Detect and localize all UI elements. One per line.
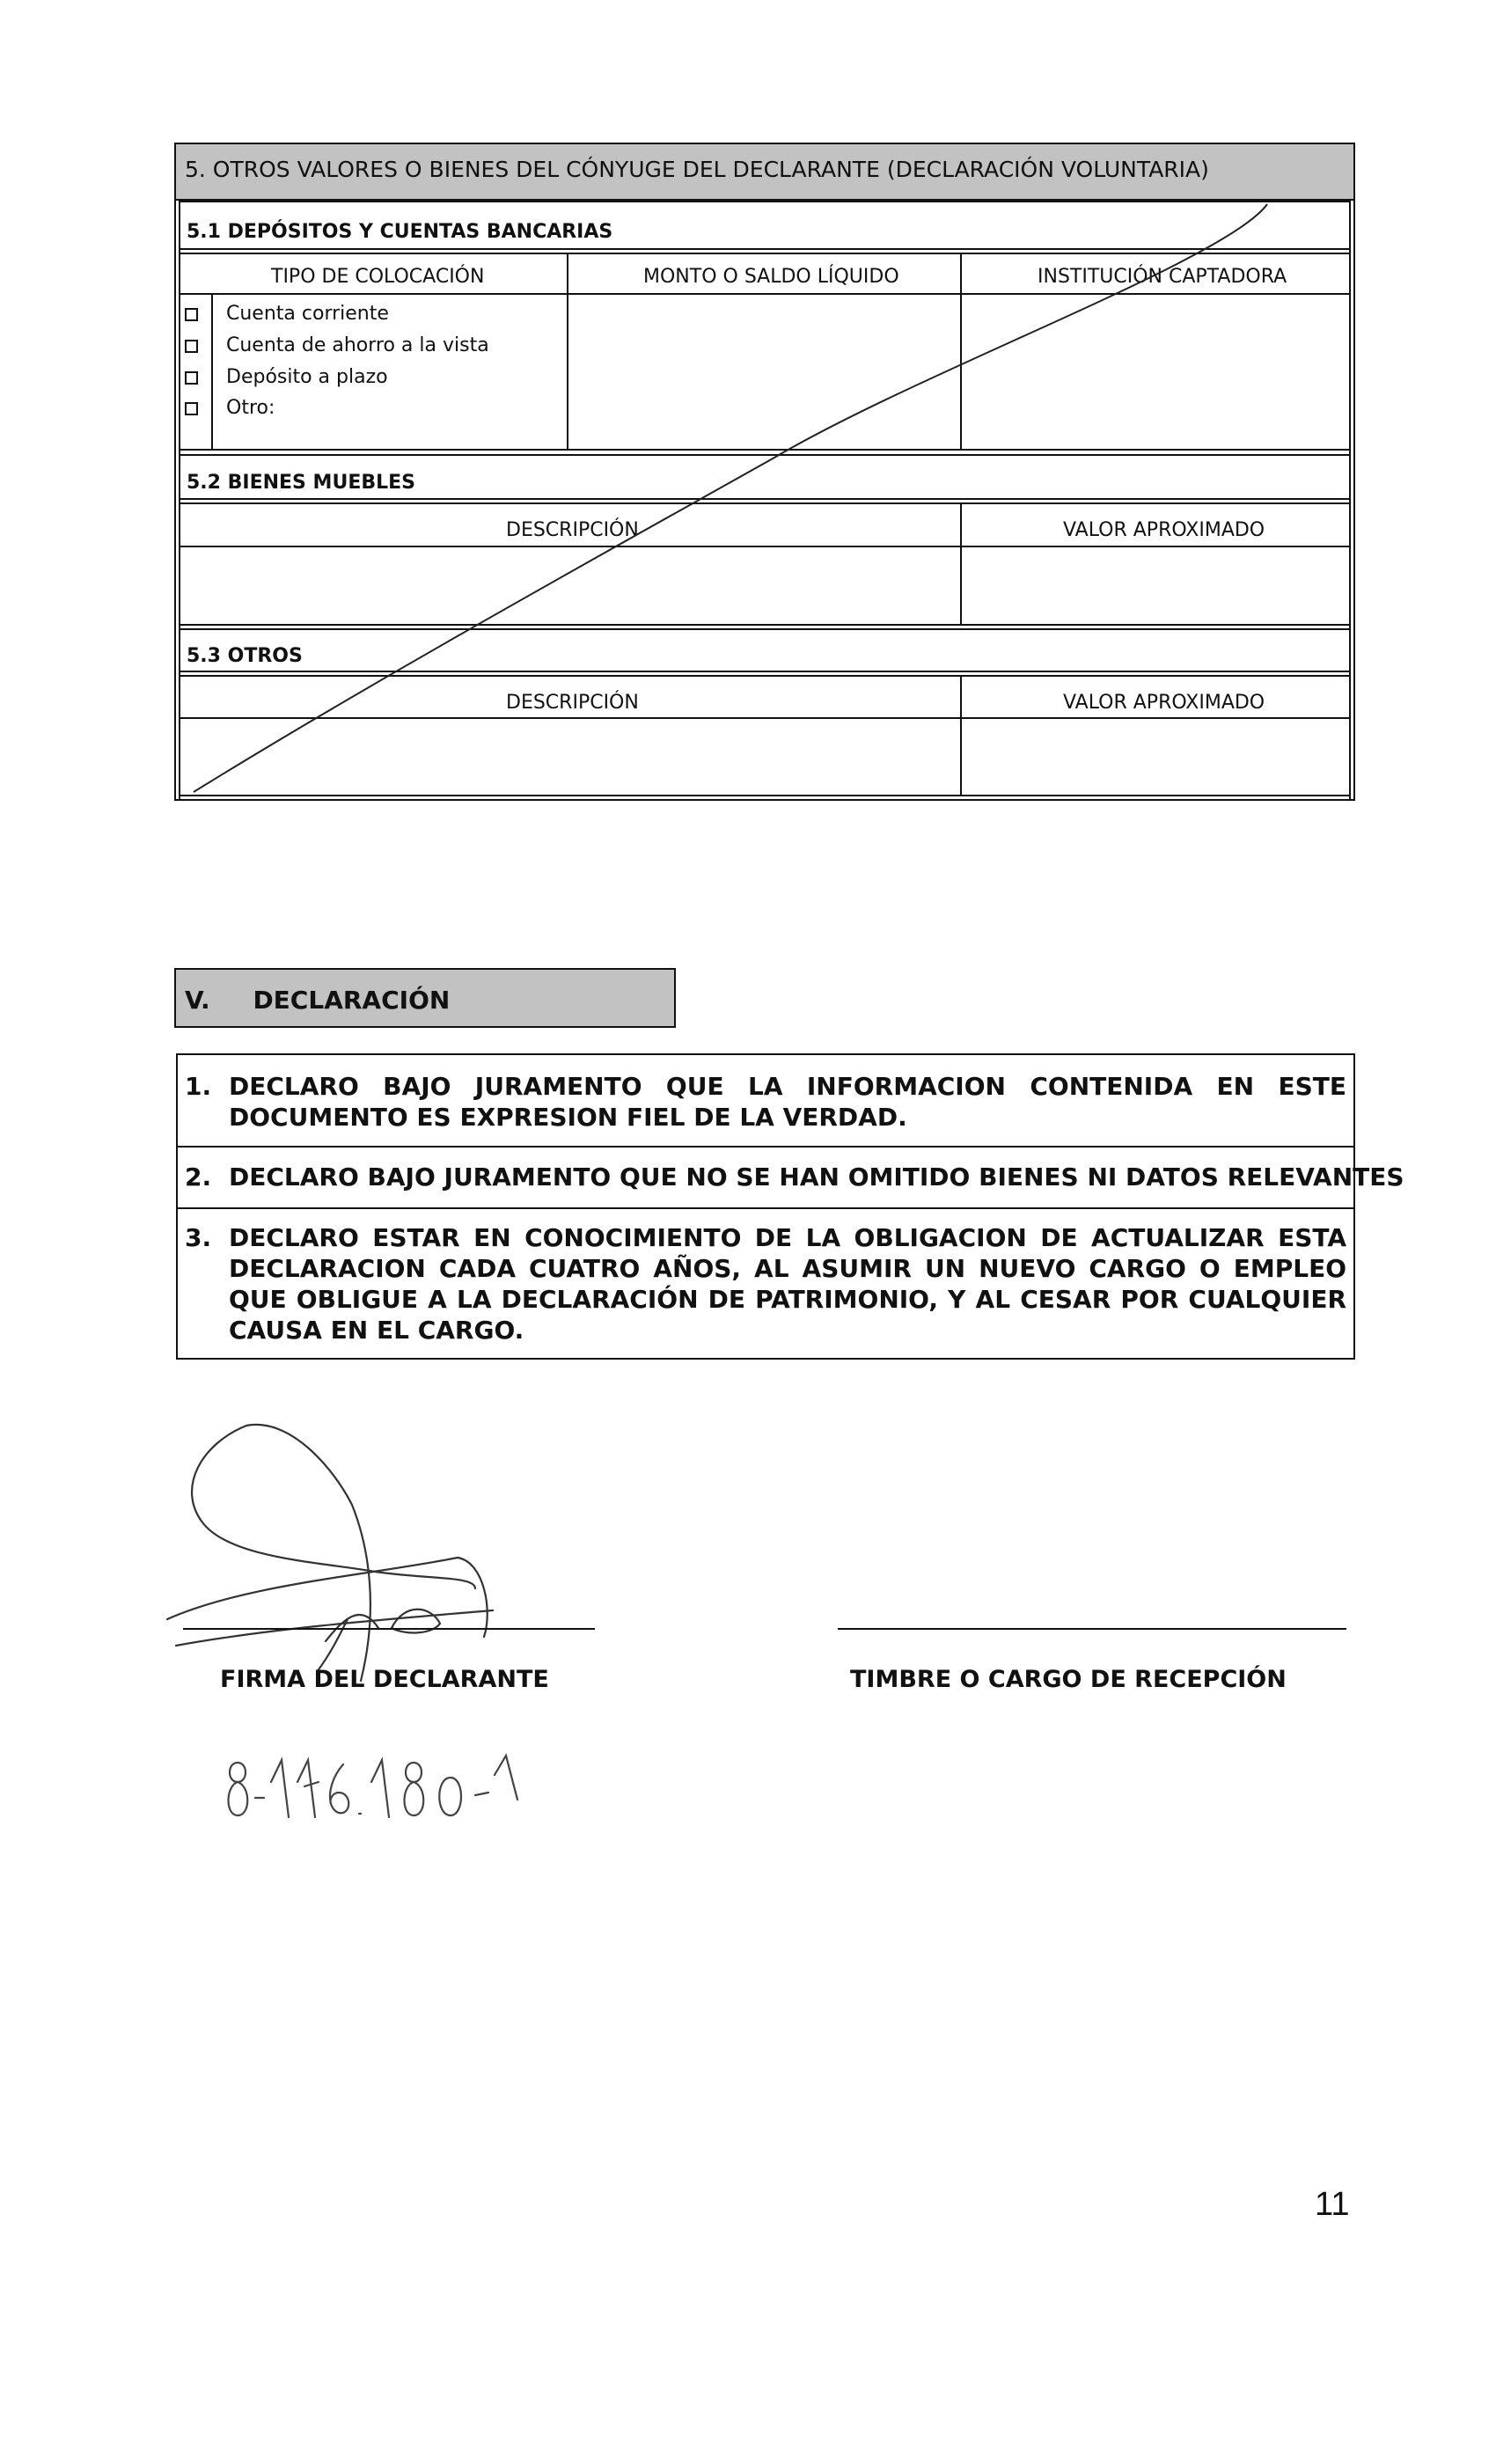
deposits-title: 5.1 DEPÓSITOS Y CUENTAS BANCARIAS [187,221,613,243]
reception-stamp-label: TIMBRE O CARGO DE RECEPCIÓN [850,1666,1287,1693]
cross-out-line [0,0,1496,880]
handwritten-id-number [220,1738,572,1844]
declaration-item-3 [176,1222,1355,1354]
deposits-header-type: TIPO DE COLOCACIÓN [271,266,485,288]
deposit-option-label: Depósito a plazo [226,366,388,388]
signature-line-right [838,1628,1346,1630]
muebles-header-value: VALOR APROXIMADO [1063,519,1265,541]
declaration-title: V. DECLARACIÓN [185,986,451,1015]
muebles-header-description: DESCRIPCIÓN [506,519,639,541]
otros-header-description: DESCRIPCIÓN [506,692,639,714]
declaration-item-1 [176,1071,1355,1141]
declaration-item-text: DECLARO BAJO JURAMENTO QUE NO SE HAN OMITIDO BIENES NI DATOS RELEVANTES [229,1162,1404,1192]
declaration-item-number: 1. [185,1072,212,1101]
section-5-title: 5. OTROS VALORES O BIENES DEL CÓNYUGE DEL DECLARANTE (DECLARACIÓN VOLUNTARIA) [185,157,1209,182]
otros-title: 5.3 OTROS [187,645,303,667]
deposit-option-label: Cuenta corriente [226,303,389,325]
declaration-item-number: 3. [185,1223,212,1252]
declaration-item-text: DECLARO ESTAR EN CONOCIMIENTO DE LA OBLIGACION DE ACTUALIZAR ESTA DECLARACION CADA CUATRO AÑOS, AL ASUMIR UN NUEVO CARGO O EMPLEO QUE OBLIGUE A LA DECLARACIÓN DE PATRIMONIO, Y AL CESAR POR CUALQUIER CAUSA EN EL CARGO. [229,1223,1346,1345]
deposit-option-label: Cuenta de ahorro a la vista [226,334,489,356]
page-number: 11 [1315,2186,1350,2223]
declaration-item-number: 2. [185,1162,212,1192]
deposits-header-amount: MONTO O SALDO LÍQUIDO [643,266,899,288]
muebles-title: 5.2 BIENES MUEBLES [187,472,416,494]
deposit-option-label: Otro: [226,397,275,419]
declarant-signature-label: FIRMA DEL DECLARANTE [220,1666,549,1693]
otros-header-value: VALOR APROXIMADO [1063,692,1265,714]
signature-line-left [183,1628,595,1630]
deposits-header-institution: INSTITUCIÓN CAPTADORA [1038,266,1287,288]
declaration-item-2 [176,1162,1404,1197]
declaration-item-text: DECLARO BAJO JURAMENTO QUE LA INFORMACION CONTENIDA EN ESTE DOCUMENTO ES EXPRESION FIEL DE LA VERDAD. [229,1072,1346,1132]
signature-image [141,1408,598,1698]
